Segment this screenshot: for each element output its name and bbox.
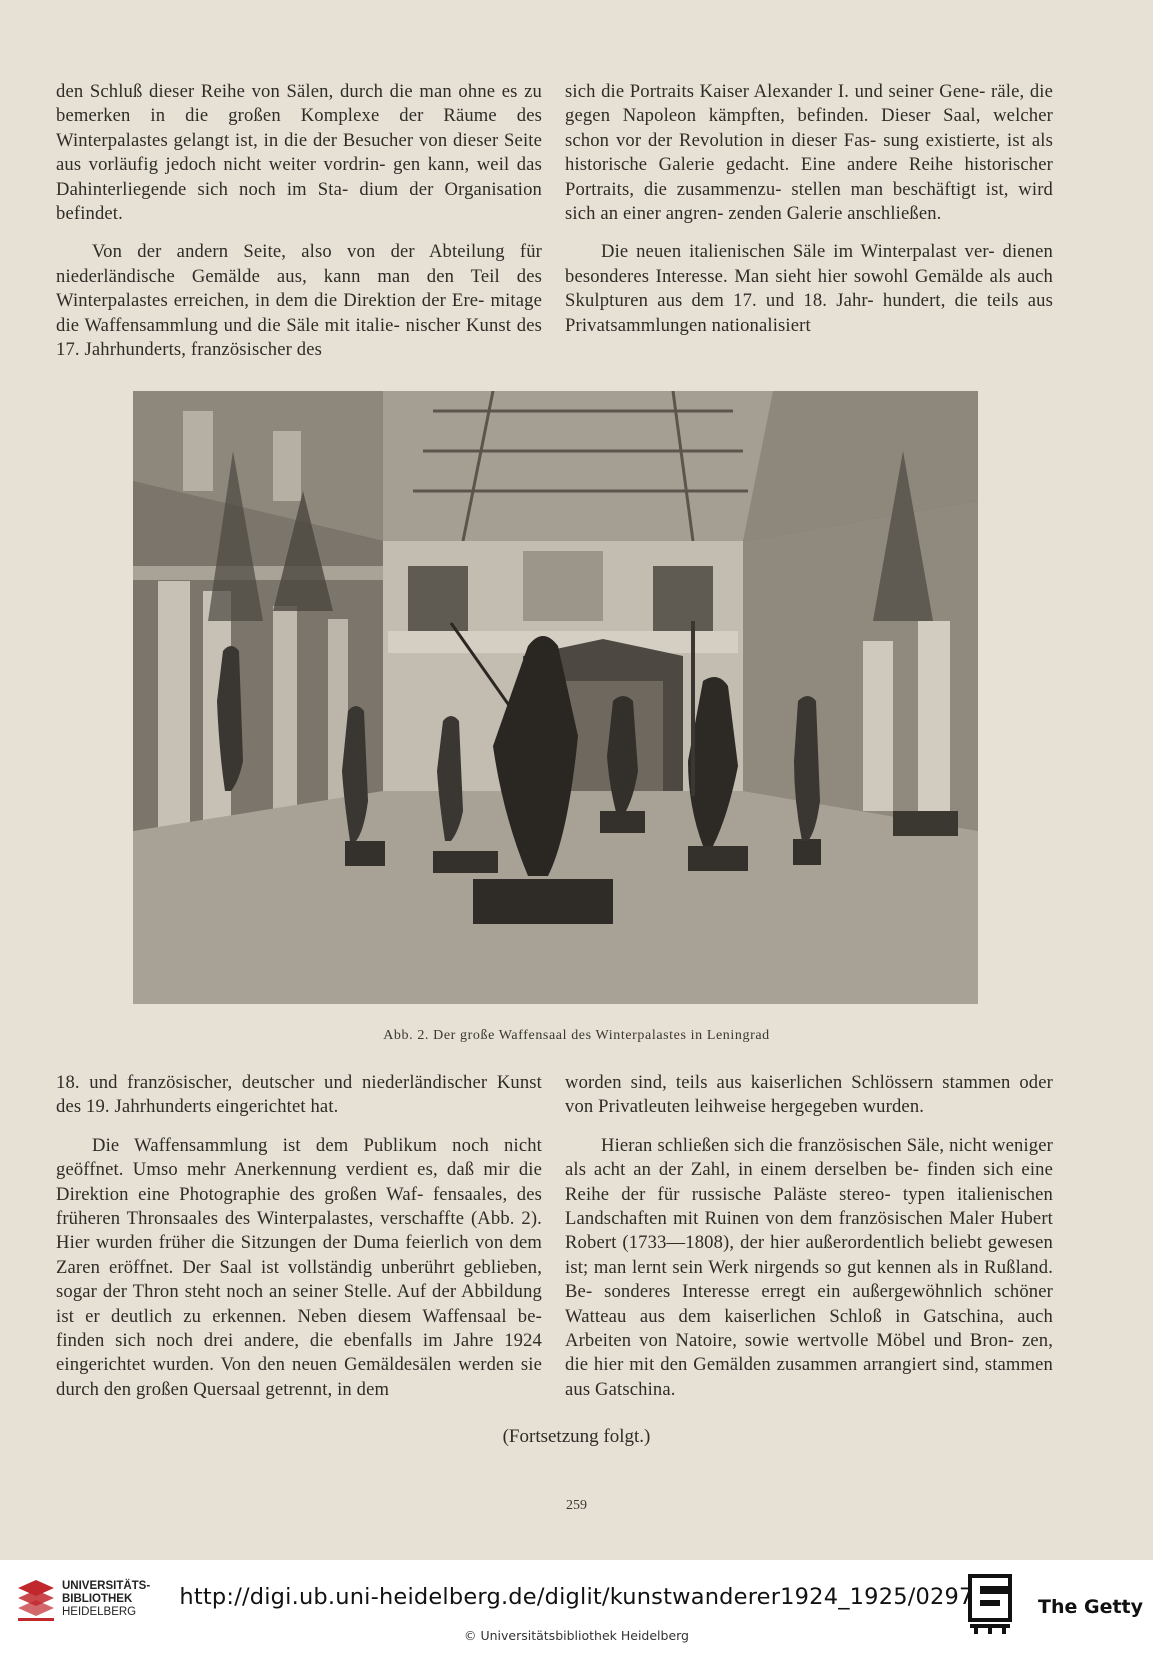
text-line: Saal, welcher schon vor der Revolution in dieser Fas-	[565, 105, 1053, 151]
text-line: werden sie durch den großen Quersaal getrennt, in dem	[56, 1354, 542, 1400]
text-line: französischen Maler Hubert Robert (1733—1808), der	[565, 1208, 1053, 1254]
paragraph	[56, 80, 542, 226]
text-line: Kunst des 19. Jahrhunderts eingerichtet hat.	[56, 1072, 542, 1118]
text-line: hundert, die teils aus Privatsammlungen nationalisiert	[565, 290, 1053, 336]
text-line: sich die Portraits Kaiser Alexander I. und seiner Gene-	[565, 81, 986, 102]
text-line: oder von Privatleuten leihweise hergegeben wurden.	[565, 1072, 1053, 1118]
text-line: mir die Direktion eine Photographie des großen Waf-	[56, 1159, 542, 1205]
text-line: worden sind, teils aus kaiserlichen Schlössern stammen	[565, 1072, 1011, 1093]
text-line: sung existierte, ist als historische Galerie gedacht. Eine	[565, 129, 1053, 176]
top-left-column	[56, 80, 542, 362]
text-line: zenden Galerie anschließen.	[728, 203, 942, 225]
text-line: räle, die gegen Napoleon kämpften, befinden. Dieser	[565, 81, 1053, 127]
paragraph	[56, 1071, 542, 1120]
paragraph	[56, 240, 542, 362]
text-line: typen italienischen Landschaften mit Ruinen von dem	[565, 1183, 1053, 1230]
text-line: Winterpalastes gelangt ist, in die der Besucher von	[56, 129, 448, 151]
photo-illustration	[133, 391, 978, 1004]
text-line: Von der andern Seite, also von der Abteilung für	[92, 241, 542, 263]
text-line: Die Waffensammlung ist dem Publikum noch nicht	[92, 1134, 542, 1156]
text-line: gen kann, weil das Dahinterliegende sich noch im Sta-	[56, 154, 542, 200]
text-line: den Schluß dieser Reihe von Sälen, durch die man ohne	[56, 81, 496, 102]
paragraph	[565, 240, 1053, 338]
text-line: Gemälde als auch Skulpturen aus dem 17. und 18. Jahr-	[565, 265, 1053, 312]
text-line: weniger als acht an der Zahl, in einem derselben be-	[565, 1134, 1053, 1181]
top-right-column	[565, 80, 1053, 338]
text-line: nischer Kunst des 17. Jahrhunderts, französischer des	[56, 314, 542, 361]
text-line: stellen man beschäftigt ist, wird sich an einer angren-	[565, 178, 1053, 225]
text-line: Watteau aus dem kaiserlichen Schloß in Gatschina, auch	[565, 1305, 1053, 1327]
paragraph	[56, 1134, 542, 1402]
text-line: dieser Seite aus vorläufig jedoch nicht weiter vordrin-	[56, 129, 542, 176]
text-line: andere Reihe historischer Portraits, die zusammenzu-	[565, 154, 1053, 200]
text-line: sind, stammen aus Gatschina.	[565, 1354, 1053, 1400]
text-line: Hieran schließen sich die französischen Säle, nicht	[601, 1134, 988, 1156]
text-line: deutlich zu erkennen. Neben diesem Waffensaal be-	[111, 1305, 542, 1327]
copyright-notice: © Universitätsbibliothek Heidelberg	[463, 1628, 689, 1643]
text-line: zen, die hier mit den Gemälden zusammen arrangiert	[565, 1330, 1053, 1376]
paragraph	[565, 1134, 1053, 1402]
bottom-right-column	[565, 1071, 1053, 1402]
text-line: hier außerordentlich beliebt gewesen ist; man lernt	[565, 1232, 1053, 1278]
library-name-line: UNIVERSITÄTS-	[62, 1580, 151, 1592]
library-name-line: BIBLIOTHEK	[62, 1593, 133, 1605]
getty-label: The Getty	[1038, 1596, 1144, 1618]
text-line: finden sich eine Reihe der für russische Paläste stereo-	[565, 1159, 1053, 1205]
text-line: mitage die Waffensammlung und die Säle mit italie-	[56, 290, 542, 336]
text-line: fensaales, des früheren Thronsaales des Winterpalastes,	[56, 1183, 542, 1230]
text-line: verschaffte (Abb. 2). Hier wurden früher die Sitzungen	[56, 1208, 542, 1254]
text-line: dium der Organisation befindet.	[56, 178, 543, 225]
text-line: 18. und französischer, deutscher und niederländischer	[56, 1072, 488, 1093]
hall-photograph	[133, 391, 978, 1004]
text-line: Winterpalastes erreichen, in dem die Direktion der Ere-	[56, 290, 485, 312]
paragraph	[565, 80, 1053, 226]
page-number: 259	[566, 1498, 587, 1513]
text-line: sein Werk nirgends so gut kennen als in Rußland. Be-	[565, 1256, 1053, 1303]
continuation-note: (Fortsetzung folgt.)	[502, 1426, 651, 1447]
library-name-line: HEIDELBERG	[62, 1606, 137, 1618]
footer-bar	[0, 1560, 1153, 1654]
getty-logo-icon	[968, 1574, 1028, 1636]
text-line: geöffnet. Umso mehr Anerkennung verdient es, daß	[56, 1159, 475, 1181]
bottom-left-column	[56, 1071, 542, 1402]
permalink-url[interactable]: http://digi.ub.uni-heidelberg.de/diglit/kunstwanderer1924_1925/0297	[179, 1584, 974, 1610]
text-line: dienen besonderes Interesse. Man sieht hier sowohl	[565, 241, 1053, 287]
text-line: der Duma feierlich von dem Zaren eröffnet. Der Saal	[56, 1232, 542, 1278]
text-line: sonderes Interesse erregt ein außergewöhnlich schöner	[604, 1281, 1053, 1303]
text-line: es zu bemerken in die großen Komplexe der Räume des	[56, 81, 543, 127]
text-line: eingerichtet wurden. Von den neuen Gemäldesälen	[56, 1354, 452, 1376]
text-line: finden sich noch drei andere, die ebenfalls im Jahre 1924	[56, 1330, 542, 1352]
text-line: ist vollständig unberührt geblieben, sogar der Thron	[56, 1256, 543, 1303]
text-line: Die neuen italienischen Säle im Winterpalast ver-	[601, 241, 995, 263]
text-line: Arbeiten von Natoire, sowie wertvolle Möbel und Bron-	[565, 1330, 1015, 1352]
text-line: steht noch an seiner Stelle. Auf der Abbildung ist er	[56, 1281, 542, 1327]
paragraph	[565, 1071, 1053, 1120]
figure-caption: Abb. 2. Der große Waffensaal des Winterpalastes in Leningrad	[383, 1028, 770, 1043]
text-line: niederländische Gemälde aus, kann man den Teil des	[56, 265, 542, 287]
